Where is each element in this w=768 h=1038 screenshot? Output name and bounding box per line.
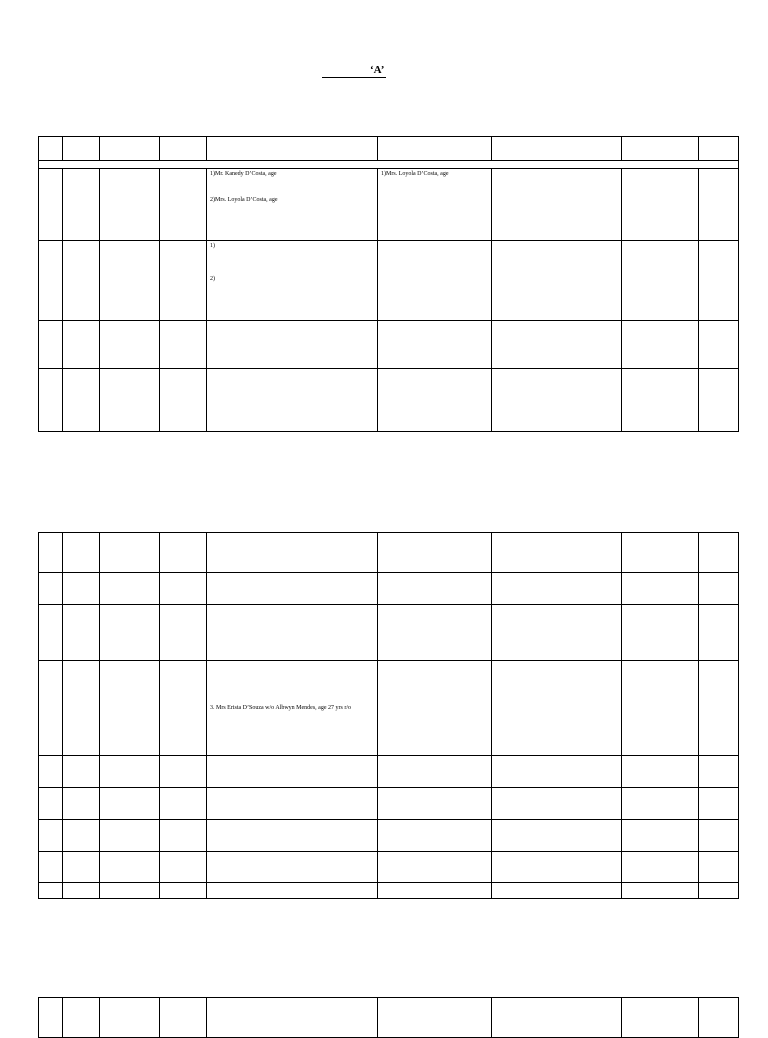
cell-text: 2) (210, 275, 215, 282)
table-row (39, 998, 739, 1038)
table-2 (38, 532, 739, 899)
cell-text: 1)Mrs. Loyola D’Costa, age (381, 171, 449, 177)
cell-text: 1)Mr. Kanedy D’Costa, age (210, 171, 277, 177)
table-row (39, 137, 739, 161)
cell-text: 1) (210, 243, 215, 249)
table-row (39, 241, 739, 321)
table-row (39, 161, 739, 169)
table-row (39, 820, 739, 852)
table-cell (207, 241, 378, 321)
table-1 (38, 136, 739, 432)
table-row (39, 573, 739, 605)
table-row (39, 883, 739, 899)
table-row (39, 321, 739, 369)
table-cell (378, 169, 492, 241)
table-row (39, 169, 739, 241)
header-underline (322, 77, 386, 78)
table-row (39, 661, 739, 756)
table-row (39, 788, 739, 820)
table-row (39, 605, 739, 661)
table-cell (207, 169, 378, 241)
table-row (39, 369, 739, 432)
page-title: ‘A’ (370, 64, 385, 76)
table-cell (207, 661, 378, 756)
table-row (39, 852, 739, 883)
table-row (39, 533, 739, 573)
cell-text: 2)Mrs. Loyola D’Costa, age (210, 196, 278, 203)
table-3 (38, 997, 739, 1038)
table-row (39, 756, 739, 788)
cell-text: 3. Mrs Erista D’Souza w/o Albwyn Mendes, age 27 yrs r/o (210, 704, 351, 711)
